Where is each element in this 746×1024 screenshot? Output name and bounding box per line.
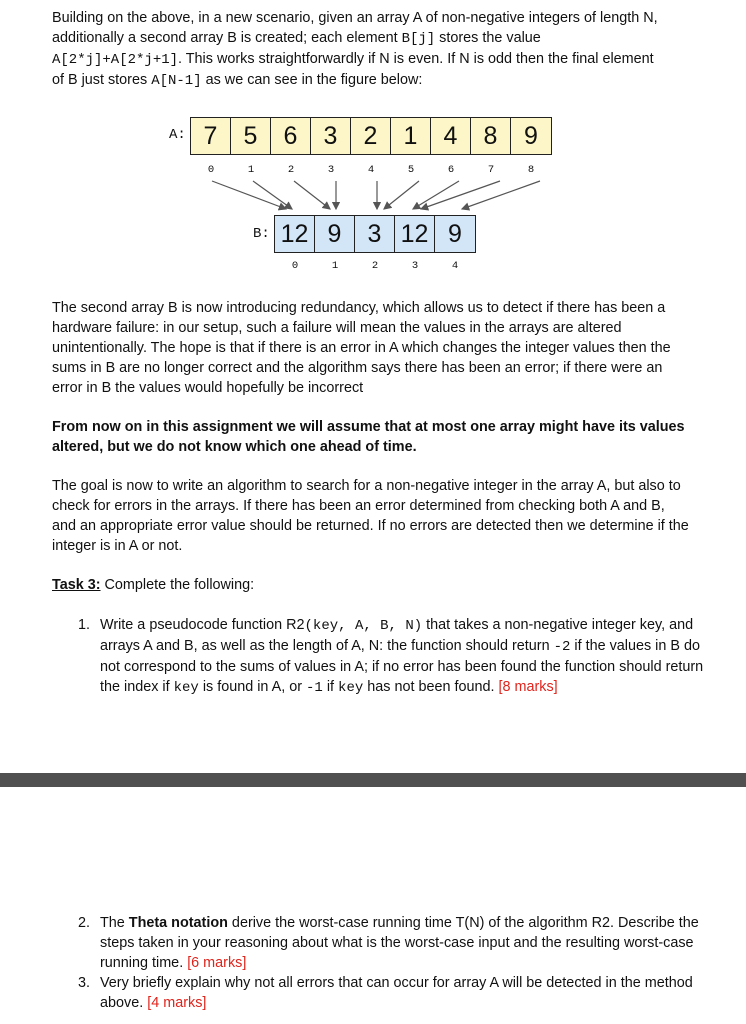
- array-b-index: 4: [451, 260, 459, 272]
- question-2: [52, 913, 712, 973]
- question-number: 2.: [78, 915, 91, 931]
- array-a-index: 4: [367, 164, 375, 176]
- array-b: [274, 215, 476, 253]
- array-a-index: 1: [247, 164, 255, 176]
- array-b-cell: 12: [275, 216, 315, 252]
- q1-marks: [8 marks]: [498, 679, 558, 695]
- array-a-cell: 9: [511, 118, 551, 154]
- array-b-index: 1: [331, 260, 339, 272]
- task-label: Task 3:: [52, 577, 101, 593]
- q3-text-a: Very briefly explain why not all errors that can occur for array A will be detected in the method above.: [100, 975, 693, 1011]
- array-a-cell: 1: [391, 118, 431, 154]
- arrow-a0-b0: [212, 181, 286, 209]
- array-a-cell: 4: [431, 118, 471, 154]
- task-heading: [52, 575, 692, 595]
- array-a-cell: 2: [351, 118, 391, 154]
- intro-text-5: of B just stores: [52, 72, 152, 88]
- arrow-a2-b1: [294, 181, 330, 209]
- intro-text-6: as we can see in the figure below:: [201, 72, 423, 88]
- array-a-cell: 5: [231, 118, 271, 154]
- code-a-n-1: A[N-1]: [151, 73, 202, 89]
- array-a-index: 3: [327, 164, 335, 176]
- q1-text-c: if the values in B do not correspond to the sums of values in A; if no error has been found the function should return the index if: [100, 638, 704, 695]
- q1-signature: (key, A, B, N): [304, 618, 423, 634]
- array-b-index: 2: [371, 260, 379, 272]
- q3-marks: [4 marks]: [147, 995, 207, 1011]
- redundancy-paragraph: The second array B is now introducing redundancy, which allows us to detect if there has been a hardware failure: in our setup, such a failure will mean the values in the arrays are altered unintentionally. The hope is that if there is an error in A which changes the integer values then the sums in B are no longer correct and the algorithm says there has been an error; if there were an error in B the values would hopefully be incorrect: [52, 300, 671, 396]
- array-a-index: 6: [447, 164, 455, 176]
- page-divider: [0, 773, 746, 787]
- q1-return-neg1: -1: [306, 680, 323, 696]
- intro-text-1: Building on the above, in a new scenario, given an array A of non-negative integers of length N,: [52, 10, 658, 26]
- array-a-cell: 8: [471, 118, 511, 154]
- array-b-index: 3: [411, 260, 419, 272]
- question-list-2: [52, 913, 712, 1013]
- q1-return-neg2: -2: [553, 639, 571, 655]
- array-a-index: 7: [487, 164, 495, 176]
- task-rest: Complete the following:: [100, 577, 255, 593]
- q1-text-f: has not been found.: [363, 679, 499, 695]
- arrow-a8-b4: [462, 181, 540, 209]
- intro-text-4: . This works straightforwardly if N is even. If N is odd then the final element: [178, 51, 654, 67]
- array-a-cell: 3: [311, 118, 351, 154]
- array-a-index: 0: [207, 164, 215, 176]
- question-number: 1.: [78, 617, 91, 633]
- q1-text-a: Write a pseudocode function R2: [100, 617, 305, 633]
- sum-arrows: [0, 0, 746, 240]
- q2-text-a: The: [100, 915, 129, 931]
- q2-text-b: derive the worst-case running time T(N) of the algorithm R2. Describe the steps taken in your reasoning about what is the worst-case input and the resulting worst-case running time.: [100, 915, 699, 971]
- array-a-cell: 6: [271, 118, 311, 154]
- goal-paragraph: The goal is now to write an algorithm to search for a non-negative integer in the array A, but also to check for errors in the arrays. If there has been an error determined from checking both A and B, and an appropriate error value should be returned. If no errors are detected then we determine if the integer is in A or not.: [52, 478, 689, 554]
- q1-key: key: [338, 680, 364, 696]
- assumption-paragraph: From now on in this assignment we will assume that at most one array might have its values altered, but we do not know which one ahead of time.: [52, 419, 685, 455]
- intro-text-3: stores the value: [435, 30, 541, 46]
- arrow-a5-b2: [384, 181, 419, 209]
- q1-text-d: is found in A, or: [198, 679, 307, 695]
- array-a-index: 8: [527, 164, 535, 176]
- array-a-cell: 7: [191, 118, 231, 154]
- array-a-label: A:: [169, 127, 186, 143]
- code-b-j: B[j]: [401, 31, 436, 47]
- array-b-indices: [275, 260, 475, 272]
- array-b-cell: 9: [315, 216, 355, 252]
- question-1: [52, 615, 712, 698]
- arrow-a7-b3: [421, 181, 500, 209]
- array-b-label: B:: [253, 226, 270, 242]
- array-b-cell: 12: [395, 216, 435, 252]
- arrow-a1-b0: [253, 181, 292, 209]
- q2-theta-notation: Theta notation: [128, 915, 228, 931]
- question-number: 3.: [78, 975, 91, 991]
- arrow-a6-b3: [413, 181, 459, 209]
- array-a-index: 2: [287, 164, 295, 176]
- array-b-cell: 9: [435, 216, 475, 252]
- q1-text-b: that takes a non-negative integer key, and arrays A and B, as well as the length of A, N: the function should return: [100, 617, 694, 654]
- code-sum-expression: A[2*j]+A[2*j+1]: [52, 52, 179, 68]
- question-3: [52, 973, 712, 1013]
- array-a-index: 5: [407, 164, 415, 176]
- intro-text-2: additionally a second array B is created; each element: [52, 30, 402, 46]
- q1-text-e: if: [322, 679, 339, 695]
- q1-key: key: [173, 680, 199, 696]
- array-b-index: 0: [291, 260, 299, 272]
- q2-marks: [6 marks]: [187, 955, 247, 971]
- question-list-1: [52, 615, 712, 698]
- array-b-cell: 3: [355, 216, 395, 252]
